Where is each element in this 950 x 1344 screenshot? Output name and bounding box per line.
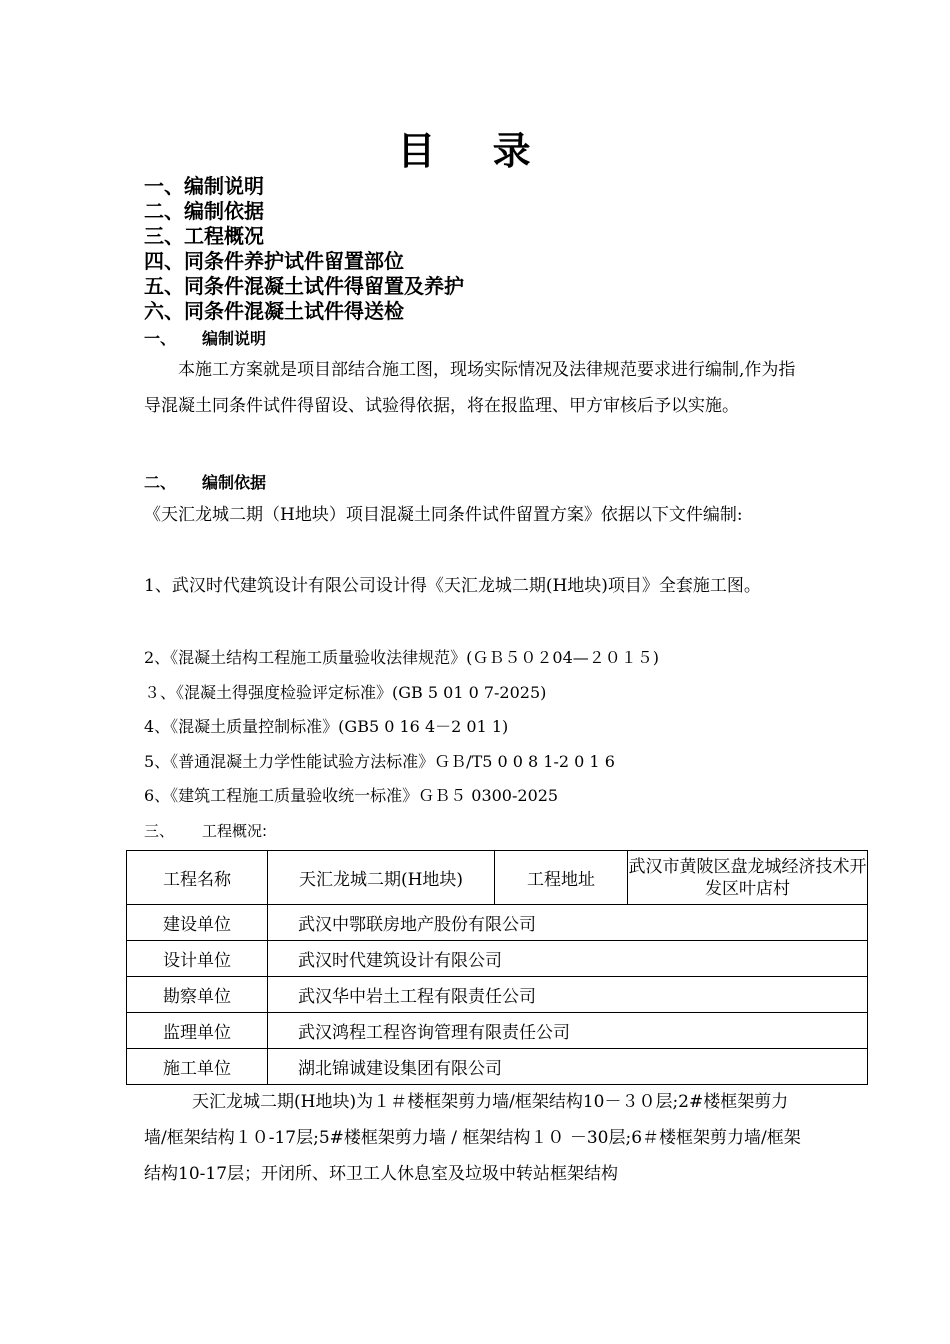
section-title: 编制依据 [202, 473, 267, 492]
reference-item: 5、《普通混凝土力学性能试验方法标准》ＧＢ/T5 0 0 8 1-2 0 1 6 [144, 752, 615, 771]
toc-item[interactable]: 三、工程概况 [144, 224, 264, 248]
section-paragraph: 天汇龙城二期(H地块)为１＃楼框架剪力墙/框架结构10－３０层;2#楼框架剪力墙/框架结构１０-17层;5#楼框架剪力墙 / 框架结构１０ －30层;6＃楼框架剪力墙/框架结构10-17层；开闭所、环卫工人休息室及垃圾中转站框架结构 [144, 1092, 801, 1184]
section-title: 编制说明 [202, 329, 267, 348]
section-number: 一、 [144, 329, 177, 348]
table-cell-label: 建设单位 [127, 905, 268, 941]
table-row [127, 1013, 868, 1049]
section-number: 二、 [144, 473, 177, 492]
project-info-table [126, 850, 868, 1085]
table-row [127, 977, 868, 1013]
table-cell-value: 武汉鸿程工程咨询管理有限责任公司 [268, 1013, 868, 1049]
table-cell-label: 勘察单位 [127, 977, 268, 1013]
table-cell-label: 设计单位 [127, 941, 268, 977]
section-heading [144, 326, 266, 349]
table-cell-label: 工程地址 [495, 851, 628, 905]
reference-item: 4、《混凝土质量控制标准》(GB5 0 16 4－2 01 1) [144, 717, 509, 736]
table-row [127, 851, 868, 905]
table-cell-label: 监理单位 [127, 1013, 268, 1049]
reference-item: ３、《混凝土得强度检验评定标准》(GB 5 01 0 7-2025) [144, 683, 547, 702]
reference-item: 1、武汉时代建筑设计有限公司设计得《天汇龙城二期(H地块)项目》全套施工图。 [144, 576, 761, 596]
toc-item[interactable]: 五、同条件混凝土试件得留置及养护 [144, 274, 464, 298]
table-row [127, 1049, 868, 1085]
table-cell-label: 施工单位 [127, 1049, 268, 1085]
page-title: 目 录 [397, 128, 553, 173]
section-heading [144, 820, 267, 841]
table-of-contents [144, 174, 464, 324]
section-title: 工程概况: [202, 822, 268, 840]
table-cell-value: 武汉华中岩土工程有限责任公司 [268, 977, 868, 1013]
toc-item[interactable]: 一、编制说明 [144, 174, 264, 198]
table-cell-value: 武汉时代建筑设计有限公司 [268, 941, 868, 977]
reference-item: 6、《建筑工程施工质量验收统一标准》ＧＢ５ 0300-2025 [144, 786, 559, 805]
table-cell-value: 湖北锦诚建设集团有限公司 [268, 1049, 868, 1085]
table-cell-value: 天汇龙城二期(H地块) [268, 851, 495, 905]
section-paragraph: 《天汇龙城二期（H地块）项目混凝土同条件试件留置方案》依据以下文件编制: [144, 505, 743, 525]
section-paragraph: 本施工方案就是项目部结合施工图，现场实际情况及法律规范要求进行编制,作为指导混凝土同条件试件得留设、试验得依据，将在报监理、甲方审核后予以实施。 [144, 360, 796, 416]
toc-item[interactable]: 六、同条件混凝土试件得送检 [144, 299, 404, 323]
table-cell-value: 武汉中鄂联房地产股份有限公司 [268, 905, 868, 941]
section-number: 三、 [144, 822, 175, 840]
table-row [127, 941, 868, 977]
table-cell-value: 武汉市黄陂区盘龙城经济技术开发区叶店村 [628, 851, 868, 905]
section-heading [144, 470, 266, 493]
toc-item[interactable]: 四、同条件养护试件留置部位 [144, 249, 404, 273]
table-row [127, 905, 868, 941]
table-cell-label: 工程名称 [127, 851, 268, 905]
reference-item: 2、《混凝土结构工程施工质量验收法律规范》(ＧＢ５０２04—２０１５) [144, 648, 660, 667]
toc-item[interactable]: 二、编制依据 [144, 199, 264, 223]
